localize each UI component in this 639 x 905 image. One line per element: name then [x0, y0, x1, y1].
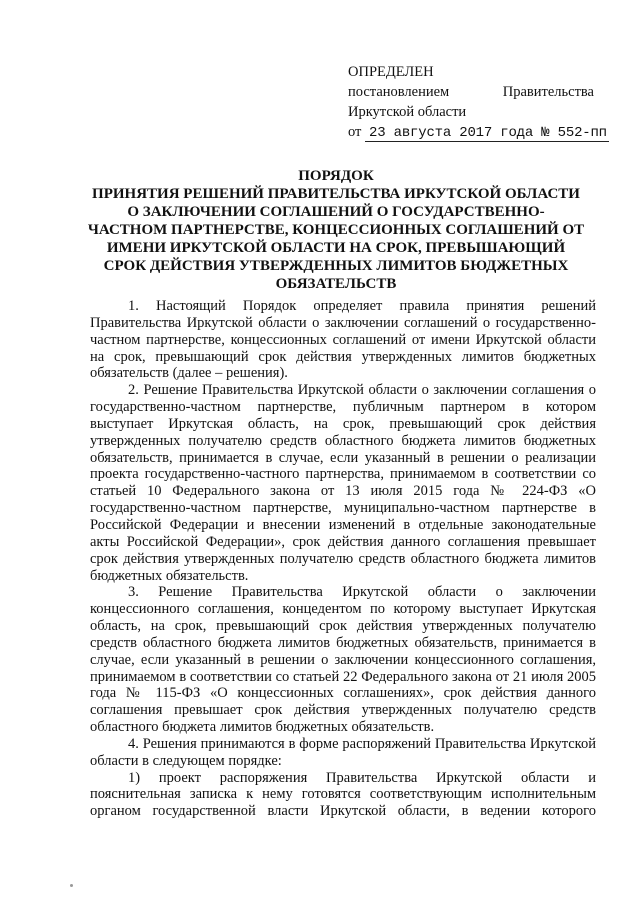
- title-line: ИМЕНИ ИРКУТСКОЙ ОБЛАСТИ НА СРОК, ПРЕВЫШАЮЩИЙ: [106, 240, 566, 256]
- approval-date-prefix: от: [348, 124, 362, 140]
- approval-line-2: [348, 82, 594, 102]
- title-line: ПОРЯДОК: [298, 168, 374, 184]
- title-line: О ЗАКЛЮЧЕНИИ СОГЛАШЕНИЙ О ГОСУДАРСТВЕННО-: [127, 204, 545, 220]
- approval-date-row: [348, 122, 607, 143]
- title-line: ОБЯЗАТЕЛЬСТВ: [275, 276, 397, 292]
- paragraph-3: 3. Решение Правительства Иркутской области о заключении концессионного соглашения, концедентом по которому выступает Иркутская область, на срок, превышающий срок действия утвержденных получателю средств областного бюджета лимитов бюджетных обязательств, принимается в случае, если указанный в решении о заключении концессионного соглашения, принимаемом в соответствии со статьей 22 Федерального закона от 21 июля 2005 года № 115-ФЗ «О концессионных соглашениях», срок действия данного соглашения превышает срок действия утвержденных получателю средств областного бюджета лимитов бюджетных обязательств.: [90, 584, 596, 736]
- title-line: ЧАСТНОМ ПАРТНЕРСТВЕ, КОНЦЕССИОННЫХ СОГЛАШЕНИЙ ОТ: [87, 222, 585, 238]
- approval-government-word: Правительства: [502, 84, 594, 100]
- paragraph-4-1: 1) проект распоряжения Правительства Иркутской области и пояснительная записка к нему готовятся соответствующим исполнительным органом государственной власти Иркутской области, в ведении которого: [90, 769, 596, 820]
- approval-stamp: [348, 62, 607, 143]
- document-body: [90, 298, 596, 820]
- title-line: ПРИНЯТИЯ РЕШЕНИЙ ПРАВИТЕЛЬСТВА ИРКУТСКОЙ ОБЛАСТИ: [92, 186, 580, 202]
- paragraph-2: 2. Решение Правительства Иркутской области о заключении соглашения о государственно-частном партнерстве, публичным партнером в котором выступает Иркутская область, на срок, превышающий срок действия утвержденных получателю средств областного бюджета лимитов бюджетных обязательств, принимается в случае, если указанный в решении о реализации проекта государственно-частного партнерства, принимаемом в соответствии со статьей 10 Федерального закона от 13 июля 2015 года № 224-ФЗ «О государственно-частном партнерстве, муниципально-частном партнерстве в Российской Федерации и внесении изменений в отдельные законодательные акты Российской Федерации», срок действия данного соглашения превышает срок действия утвержденных получателю средств областного бюджета лимитов бюджетных обязательств.: [90, 382, 596, 584]
- paragraph-4: 4. Решения принимаются в форме распоряжений Правительства Иркутской области в следующем порядке:: [90, 735, 596, 769]
- title-line: СРОК ДЕЙСТВИЯ УТВЕРЖДЕННЫХ ЛИМИТОВ БЮДЖЕТНЫХ: [103, 258, 569, 274]
- approval-date-number: 23 августа 2017 года № 552-пп: [365, 125, 609, 142]
- approval-decree-word: постановлением: [348, 84, 450, 100]
- paragraph-1: 1. Настоящий Порядок определяет правила принятия решений Правительства Иркутской области о заключении соглашений о государственно-частном партнерстве, концессионных соглашений от имени Иркутской области на срок, превышающий срок действия утвержденных лимитов бюджетных обязательств (далее – решения).: [90, 298, 596, 382]
- scan-speck: [70, 884, 73, 887]
- approval-heading: ОПРЕДЕЛЕН: [348, 64, 434, 80]
- document-title: [86, 167, 586, 293]
- approval-region: Иркутской области: [348, 104, 467, 120]
